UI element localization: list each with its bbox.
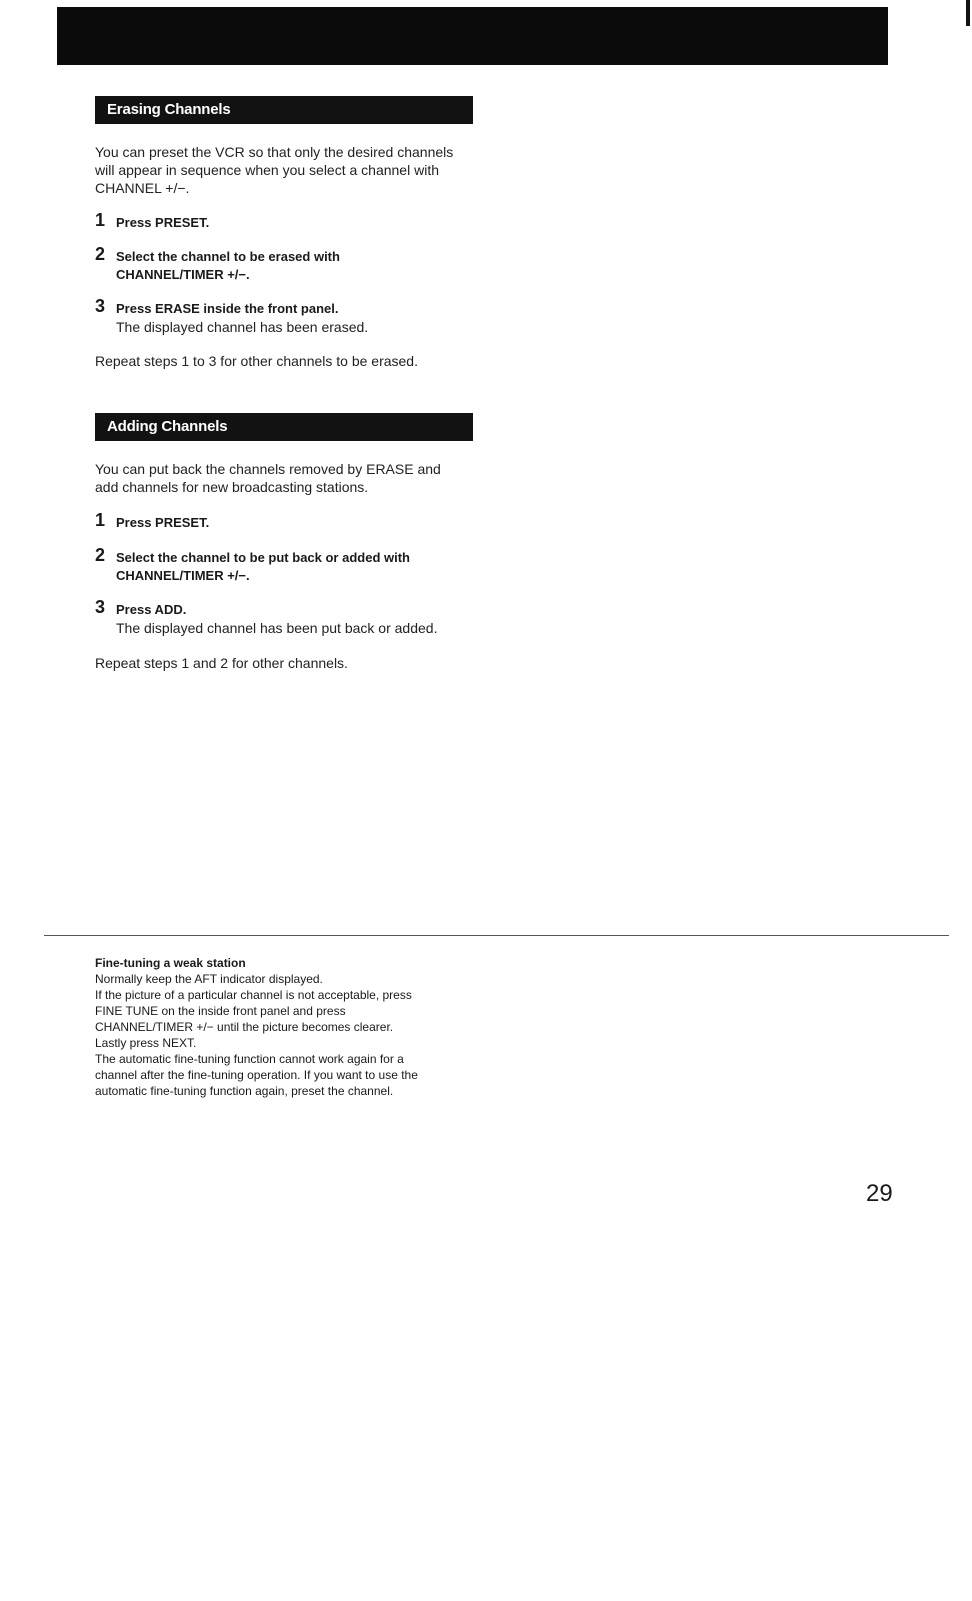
step-title: Press PRESET. [116,215,210,230]
step-number: 1 [95,510,106,530]
step-title: Select the channel to be put back or added with [116,550,410,565]
fine-tuning-note [95,955,495,1099]
note-line: FINE TUNE on the inside front panel and press [95,1004,346,1018]
step-title: CHANNEL/TIMER +/−. [116,267,250,282]
top-black-bar [57,7,888,65]
adding-step-1 [95,510,515,532]
step-number: 3 [95,296,106,316]
erasing-step-2 [95,244,515,284]
erasing-intro-line: CHANNEL +/−. [95,180,190,196]
step-title: Press ERASE inside the front panel. [116,301,339,316]
adding-step-2 [95,545,515,585]
adding-intro-line: You can put back the channels removed by ERASE and [95,461,441,477]
note-title: Fine-tuning a weak station [95,956,246,970]
adding-intro [95,460,495,496]
page-number: 29 [866,1180,893,1207]
erasing-intro [95,143,495,197]
erasing-step-3 [95,296,515,336]
edge-mark [966,0,970,26]
note-line: Lastly press NEXT. [95,1036,197,1050]
adding-repeat-note: Repeat steps 1 and 2 for other channels. [95,655,348,671]
erasing-repeat-note: Repeat steps 1 to 3 for other channels to be erased. [95,353,418,369]
step-detail: The displayed channel has been erased. [116,319,369,335]
step-title: Press ADD. [116,602,187,617]
note-line: Normally keep the AFT indicator displayed. [95,972,323,986]
erasing-intro-line: You can preset the VCR so that only the desired channels [95,144,454,160]
step-number: 2 [95,545,106,565]
divider-line [44,935,949,936]
section-title-adding: Adding Channels [95,413,473,441]
note-line: If the picture of a particular channel is not acceptable, press [95,988,412,1002]
step-title: Press PRESET. [116,515,210,530]
step-number: 2 [95,244,106,264]
step-number: 1 [95,210,106,230]
erasing-intro-line: will appear in sequence when you select a channel with [95,162,439,178]
section-title-erasing: Erasing Channels [95,96,473,124]
step-detail: The displayed channel has been put back or added. [116,620,438,636]
step-title: Select the channel to be erased with [116,249,340,264]
note-line: channel after the fine-tuning operation. If you want to use the [95,1068,418,1082]
note-line: automatic fine-tuning function again, preset the channel. [95,1084,394,1098]
adding-intro-line: add channels for new broadcasting stations. [95,479,369,495]
step-title: CHANNEL/TIMER +/−. [116,568,250,583]
note-line: CHANNEL/TIMER +/− until the picture becomes clearer. [95,1020,394,1034]
erasing-step-1 [95,210,515,232]
adding-step-3 [95,597,515,637]
step-number: 3 [95,597,106,617]
note-line: The automatic fine-tuning function cannot work again for a [95,1052,404,1066]
